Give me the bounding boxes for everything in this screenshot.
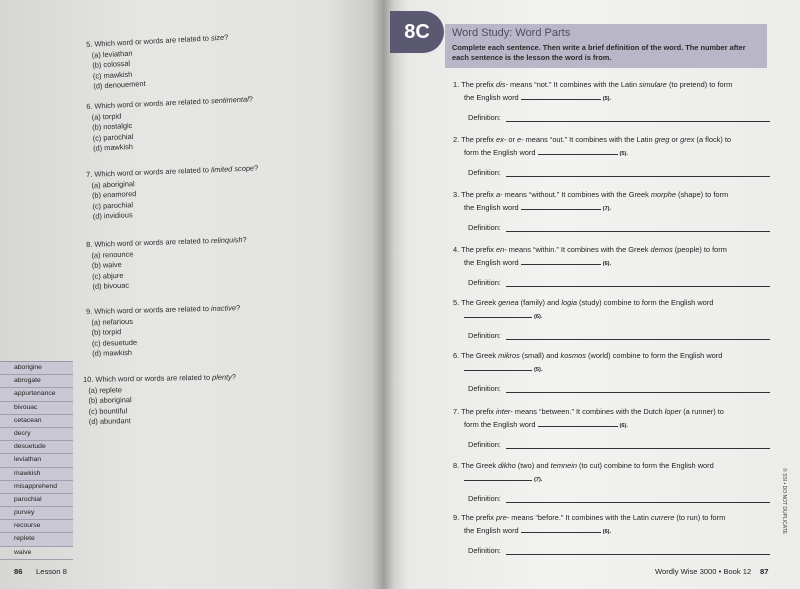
answer-blank[interactable]	[538, 146, 618, 155]
exercise-item-5	[453, 297, 771, 323]
definition-blank[interactable]	[506, 554, 770, 555]
exercise-number: 9.	[453, 513, 460, 522]
exercise-answer-line	[453, 362, 771, 376]
exercise-italic-term: inter-	[496, 407, 513, 416]
definition-row	[468, 546, 770, 556]
word-list-item: abrogate	[0, 375, 73, 388]
definition-row	[468, 278, 770, 288]
answer-option: (c) abjure	[91, 270, 124, 281]
definition-blank[interactable]	[506, 121, 770, 122]
lesson-reference: (6).	[602, 261, 612, 267]
word-list-item: purvey	[0, 507, 73, 520]
right-folio-label: Wordly Wise 3000 • Book 12	[655, 567, 752, 576]
exercise-text: or	[669, 135, 681, 144]
definition-row	[468, 168, 770, 178]
answer-blank[interactable]	[521, 256, 601, 265]
exercise-text: means “between.” It combines with the Dutch	[512, 407, 665, 416]
lesson-badge: 8C	[390, 11, 444, 53]
exercise-text: The prefix	[461, 80, 497, 89]
definition-label: Definition:	[468, 440, 501, 449]
exercise-italic-term: pre-	[496, 513, 510, 522]
exercise-item-4	[453, 244, 771, 270]
exercise-answer-line	[453, 472, 771, 486]
definition-row	[468, 440, 770, 450]
question-number: 5.	[86, 39, 93, 49]
exercise-text: The prefix	[461, 190, 497, 199]
exercise-italic-term: mikros	[498, 351, 520, 360]
question-keyword: sentimental	[210, 94, 249, 106]
exercise-italic-term: greg	[654, 135, 670, 144]
answer-option: (b) waive	[91, 260, 122, 271]
exercise-text: form the English word	[464, 148, 536, 157]
exercise-answer-line	[453, 256, 771, 270]
exercise-text: (family) and	[518, 298, 562, 307]
exercise-answer-line	[453, 146, 771, 160]
question-stem: 8. Which word or words are related to relinquish?	[86, 234, 247, 249]
exercise-prompt	[453, 407, 724, 416]
definition-label: Definition:	[468, 223, 501, 232]
exercise-text: (to run) to form	[674, 513, 726, 522]
exercise-text: or	[506, 135, 517, 144]
exercise-answer-line	[453, 524, 771, 538]
answer-blank[interactable]	[464, 472, 532, 481]
definition-row	[468, 494, 770, 504]
exercise-number: 2.	[453, 135, 460, 144]
answer-option: (a) torpid	[91, 111, 122, 122]
lesson-reference: (7).	[534, 477, 543, 483]
answer-option: (b) torpid	[91, 327, 122, 338]
question-5	[86, 33, 231, 93]
lesson-reference: (6).	[534, 314, 543, 320]
answer-option: (c) bountiful	[88, 406, 128, 416]
exercise-text: form the English word	[464, 420, 536, 429]
exercise-text: The Greek	[461, 461, 499, 470]
exercise-item-2	[453, 134, 771, 160]
exercise-italic-term: logia	[561, 298, 577, 307]
exercise-italic-term: demos	[650, 245, 673, 254]
question-text: Which word or words are related to	[94, 303, 212, 316]
answer-blank[interactable]	[521, 524, 601, 533]
exercise-item-7	[453, 406, 771, 432]
answer-option: (d) denouement	[93, 79, 146, 92]
exercise-text: the English word	[464, 526, 519, 535]
definition-label: Definition:	[468, 113, 501, 122]
definition-label: Definition:	[468, 168, 501, 177]
definition-row	[468, 223, 770, 233]
question-keyword: limited scope	[210, 163, 255, 175]
answer-option: (a) aboriginal	[91, 178, 135, 190]
exercise-prompt	[453, 135, 731, 144]
exercise-number: 4.	[453, 245, 460, 254]
question-number: 6.	[86, 101, 93, 111]
question-number: 8.	[86, 239, 93, 249]
definition-label: Definition:	[468, 546, 501, 555]
left-folio-number: 86	[14, 567, 23, 576]
answer-option: (d) bivouac	[92, 281, 130, 292]
word-list-item: appurtenance	[0, 388, 73, 401]
exercise-text: means “out.” It combines with the Latin	[523, 135, 655, 144]
exercise-text: (to cut) combine to form the English word	[576, 461, 714, 470]
answer-blank[interactable]	[464, 362, 532, 371]
definition-label: Definition:	[468, 331, 501, 340]
side-copyright: © SSI • DO NOT DUPLICATE	[781, 468, 787, 535]
exercise-prompt	[453, 513, 725, 522]
question-stem: 5. Which word or words are related to size?	[86, 32, 229, 49]
exercise-number: 3.	[453, 190, 460, 199]
exercise-item-1	[453, 79, 771, 105]
exercise-prompt	[453, 245, 727, 254]
question-text: Which word or words are related to	[94, 165, 212, 179]
exercise-text: The prefix	[461, 135, 497, 144]
exercise-italic-term: dikho	[498, 461, 516, 470]
exercise-answer-line	[453, 201, 771, 215]
definition-row	[468, 384, 770, 394]
lesson-reference: (6).	[619, 423, 628, 429]
exercise-italic-term: kosmos	[560, 351, 586, 360]
lesson-reference: (7).	[602, 206, 612, 212]
question-text: Which word or words are related to	[94, 236, 212, 249]
exercise-italic-term: genea	[498, 298, 519, 307]
question-number: 9.	[86, 306, 93, 316]
definition-blank[interactable]	[506, 392, 770, 393]
answer-option: (a) renounce	[91, 249, 134, 260]
exercise-answer-line	[453, 418, 771, 432]
word-list-item: mawkish	[0, 468, 73, 481]
exercise-italic-term: ex-	[496, 135, 507, 144]
question-number: 7.	[86, 169, 93, 179]
exercise-text: The prefix	[461, 513, 497, 522]
exercise-italic-term: loper	[664, 407, 682, 416]
answer-blank[interactable]	[464, 309, 532, 318]
question-stem: 6. Which word or words are related to sentimental?	[86, 94, 254, 111]
lesson-reference: (5).	[534, 367, 543, 373]
question-text: Which word or words are related to	[95, 372, 213, 384]
word-list-item: replete	[0, 533, 73, 546]
answer-option: (a) nefarious	[91, 316, 133, 327]
answer-option: (c) desuetude	[91, 337, 138, 348]
exercise-text: means “without.” It combines with the Greek	[502, 190, 651, 199]
section-banner	[445, 24, 767, 68]
exercise-text: The Greek	[461, 298, 499, 307]
section-title: Word Study: Word Parts	[452, 27, 571, 39]
exercise-italic-term: grex	[680, 135, 695, 144]
answer-option: (c) parochial	[92, 200, 134, 211]
definition-blank[interactable]	[506, 502, 770, 503]
exercise-item-9	[453, 512, 771, 538]
right-folio-number: 87	[760, 567, 769, 576]
answer-option: (c) parochial	[92, 131, 134, 143]
exercise-text: (two) and	[515, 461, 551, 470]
left-folio-label: Lesson 8	[36, 567, 67, 576]
exercise-text: (to pretend) to form	[666, 80, 733, 89]
exercise-text: (a flock) to	[694, 135, 732, 144]
lesson-reference: (6).	[602, 529, 612, 535]
question-keyword: size	[210, 32, 225, 43]
definition-blank[interactable]	[506, 339, 770, 340]
exercise-italic-term: dis-	[496, 80, 508, 89]
word-list-item: decry	[0, 428, 73, 441]
exercise-answer-line	[453, 309, 771, 323]
exercise-item-8	[453, 460, 771, 486]
word-list-item: cetacean	[0, 415, 73, 428]
question-stem: 7. Which word or words are related to limited scope?	[86, 163, 259, 179]
answer-option: (c) mawkish	[92, 69, 133, 81]
exercise-italic-term: simulare	[638, 80, 667, 89]
exercise-text: (a runner) to	[681, 407, 724, 416]
definition-label: Definition:	[468, 278, 501, 287]
exercise-prompt	[453, 298, 713, 307]
question-stem: 9. Which word or words are related to inactive?	[86, 303, 241, 316]
exercise-prompt	[453, 80, 732, 89]
exercise-italic-term: a-	[496, 190, 503, 199]
answer-option: (a) replete	[88, 384, 123, 395]
word-list-item: parochial	[0, 494, 73, 507]
definition-row	[468, 331, 770, 341]
question-keyword: inactive	[210, 303, 237, 313]
exercise-prompt	[453, 461, 714, 470]
instructions: Complete each sentence. Then write a brief definition of the word. The number after each sentence is the lesson the word is from.	[452, 43, 746, 62]
question-stem: 10. Which word or words are related to plenty?	[83, 372, 236, 384]
exercise-item-6	[453, 350, 771, 376]
answer-option: (d) invidious	[92, 210, 133, 222]
word-list-item: bivouac	[0, 402, 73, 415]
question-9	[86, 303, 241, 360]
question-7	[86, 163, 260, 223]
definition-row	[468, 113, 770, 123]
exercise-text: (world) combine to form the English word	[585, 351, 723, 360]
word-list-item: recourse	[0, 520, 73, 533]
definition-blank[interactable]	[506, 286, 770, 287]
exercise-text: The Greek	[461, 351, 499, 360]
answer-option: (d) mawkish	[92, 348, 133, 359]
answer-option: (b) colossal	[92, 58, 131, 70]
word-list-item: desuetude	[0, 441, 73, 454]
word-list-item: misapprehend	[0, 481, 73, 494]
word-list-item: aborigine	[0, 362, 73, 375]
exercise-text: the English word	[464, 203, 519, 212]
exercise-text: The prefix	[461, 407, 497, 416]
answer-option: (b) enamored	[91, 189, 137, 200]
answer-option: (d) mawkish	[92, 142, 134, 154]
exercise-number: 6.	[453, 351, 460, 360]
exercise-text: the English word	[464, 93, 519, 102]
answer-option: (b) nostalgic	[91, 121, 133, 132]
exercise-italic-term: en-	[496, 245, 507, 254]
exercise-text: (people) to form	[672, 245, 727, 254]
exercise-number: 1.	[453, 80, 460, 89]
question-6	[86, 94, 255, 154]
definition-blank[interactable]	[506, 448, 770, 449]
answer-blank[interactable]	[538, 418, 618, 427]
book-gutter	[372, 0, 394, 589]
question-8	[86, 235, 248, 293]
word-list-item: leviathan	[0, 454, 73, 467]
exercise-number: 7.	[453, 407, 460, 416]
definition-blank[interactable]	[506, 231, 770, 232]
exercise-answer-line	[453, 91, 771, 105]
question-number: 10.	[83, 374, 94, 384]
definition-label: Definition:	[468, 384, 501, 393]
word-list-item: waive	[0, 547, 73, 560]
exercise-text: (small) and	[519, 351, 561, 360]
answer-blank[interactable]	[521, 201, 601, 210]
definition-label: Definition:	[468, 494, 501, 503]
answer-option: (a) leviathan	[91, 48, 133, 60]
exercise-text: (shape) to form	[675, 190, 729, 199]
exercise-italic-term: temnein	[550, 461, 577, 470]
exercise-italic-term: e-	[516, 135, 524, 144]
exercise-text: means “within.” It combines with the Greek	[506, 245, 651, 254]
exercise-prompt	[453, 190, 728, 199]
answer-option: (d) abundant	[88, 416, 131, 427]
exercise-text: means “before.” It combines with the Latin	[509, 513, 651, 522]
exercise-text: (study) combine to form the English word	[576, 298, 714, 307]
definition-blank[interactable]	[506, 176, 770, 177]
exercise-text: The prefix	[461, 245, 497, 254]
exercise-item-3	[453, 189, 771, 215]
exercise-text: means “not.” It combines with the Latin	[507, 80, 639, 89]
question-10	[83, 372, 237, 428]
exercise-number: 8.	[453, 461, 460, 470]
answer-blank[interactable]	[521, 91, 601, 100]
question-text: Which word or words are related to	[94, 33, 212, 49]
question-keyword: plenty	[211, 372, 232, 382]
question-text: Which word or words are related to	[94, 96, 212, 111]
question-keyword: relinquish	[210, 235, 243, 246]
exercise-number: 5.	[453, 298, 460, 307]
lesson-reference: (5).	[602, 96, 612, 102]
exercise-prompt	[453, 351, 722, 360]
exercise-italic-term: currere	[650, 513, 675, 522]
exercise-text: the English word	[464, 258, 519, 267]
answer-option: (b) aboriginal	[88, 395, 132, 406]
lesson-reference: (5).	[619, 151, 628, 157]
exercise-italic-term: morphe	[650, 190, 676, 199]
word-list-box	[0, 361, 73, 556]
